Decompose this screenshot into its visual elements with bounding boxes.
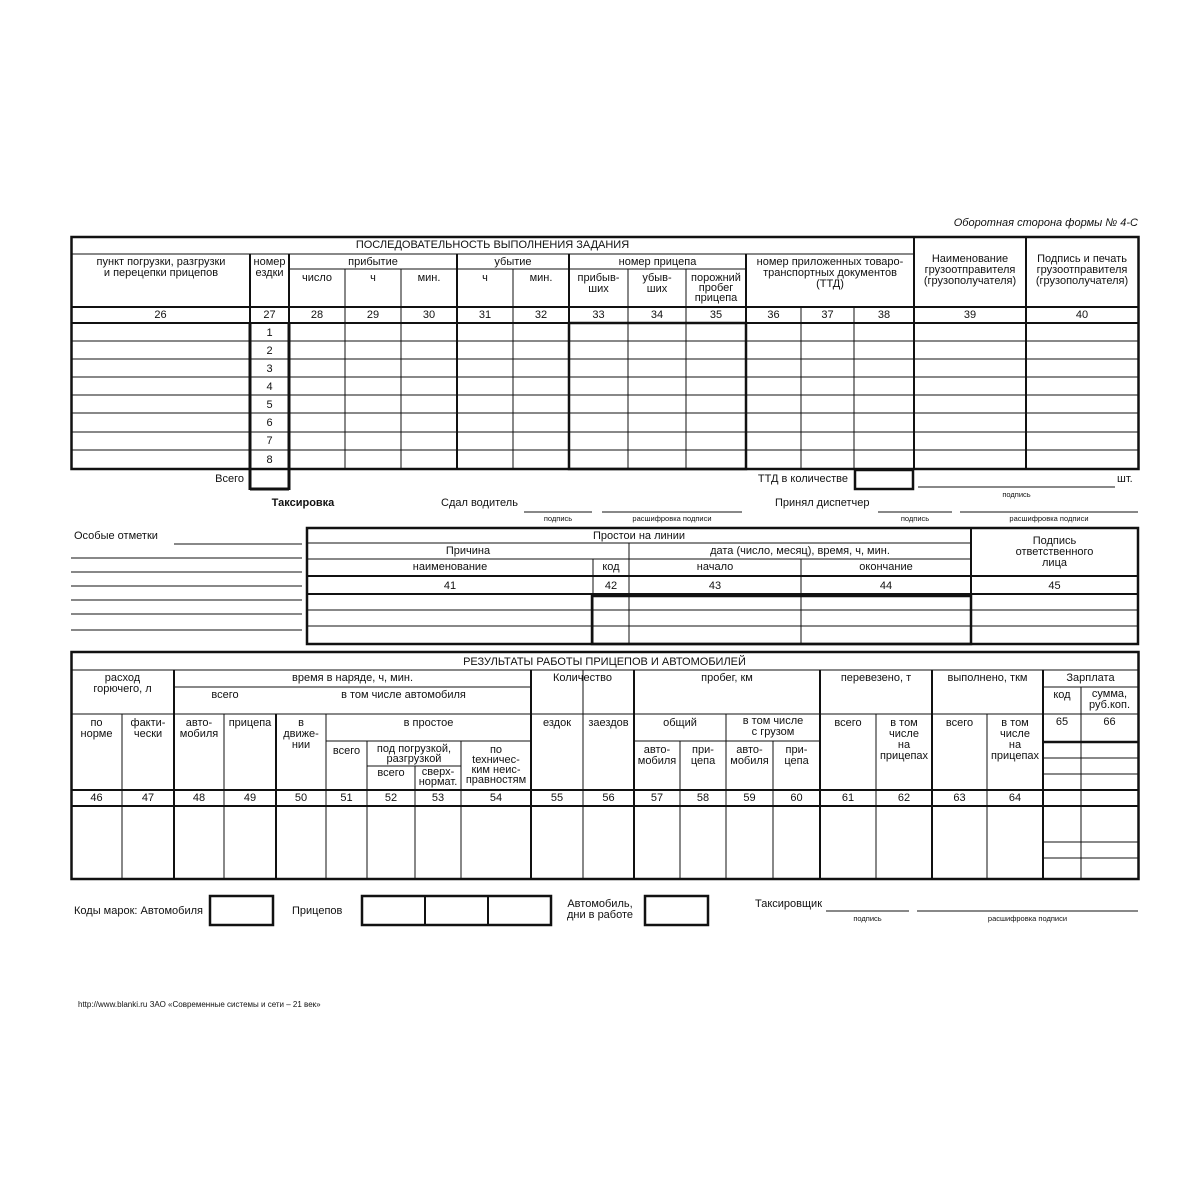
col-num: 43 [708, 580, 722, 592]
special-notes-label: Особые отметки [74, 530, 158, 542]
done-total-header: всего [945, 717, 974, 729]
trip-number: 6 [266, 417, 273, 429]
downtime-start: начало [696, 561, 734, 573]
driver-sign-caption: подпись [543, 514, 573, 523]
done-header: выполнено, ткм [947, 672, 1028, 684]
col-num: 55 [550, 792, 564, 804]
mileage-cargo-header: в том числе с грузом [742, 715, 804, 738]
dispatcher-sign-caption: подпись [900, 514, 930, 523]
salary-header: Зарплата [1066, 672, 1115, 684]
header-point: пункт погрузки, разгрузки и перецепки прицепов [96, 256, 226, 279]
mileage-header: пробег, км [701, 672, 753, 684]
col-num: 50 [294, 792, 308, 804]
trip-number: 5 [266, 399, 273, 411]
form-caption: Оборотная сторона формы № 4-С [953, 217, 1138, 229]
col-num: 31 [478, 309, 492, 321]
header-empty-run: порожний пробег прицепа [691, 272, 741, 304]
col-num: 38 [877, 309, 891, 321]
col-num: 62 [897, 792, 911, 804]
col-num: 59 [743, 792, 756, 804]
fuel-norm-header: по норме [80, 717, 113, 740]
col-num: 57 [650, 792, 664, 804]
brand-codes-label: Коды марок: Автомобиля [74, 905, 203, 917]
carried-total-header: всего [834, 717, 862, 729]
dispatcher-label: Принял диспетчер [775, 497, 870, 509]
col-num: 27 [263, 309, 276, 321]
col-num: 46 [90, 792, 103, 804]
time-trailer-header: прицепа [228, 717, 272, 729]
col-num: 42 [604, 580, 618, 592]
header-arrival: прибытие [348, 256, 398, 268]
car-days-label: Автомобиль, дни в работе [566, 898, 634, 921]
downtime-name: наименование [412, 561, 488, 573]
trip-number: 3 [266, 363, 273, 375]
col-num: 26 [154, 309, 167, 321]
footer-publisher: http://www.blanki.ru ЗАО «Современные системы и сети – 21 век» [78, 1000, 321, 1009]
col-num: 44 [879, 580, 893, 592]
quantity-header: Количество [552, 672, 613, 684]
header-trip: номер ездки [253, 256, 286, 279]
loading-total-header: всего [377, 767, 405, 779]
col-num: 33 [592, 309, 605, 321]
header-departure: убытие [494, 256, 532, 268]
col-num: 60 [790, 792, 803, 804]
header-departed: убыв- ших [642, 272, 672, 295]
done-trailers-header: в том числе на прицепах [990, 717, 1040, 762]
header-hour: ч [370, 272, 376, 284]
header-min: мин. [417, 272, 441, 284]
ttd-sign-caption: подпись [1002, 490, 1031, 499]
col-num: 49 [243, 792, 257, 804]
header-hour-2: ч [482, 272, 488, 284]
driver-sign-decode-caption: расшифровка подписи [632, 514, 712, 523]
col-num: 54 [489, 792, 503, 804]
col-num: 65 [1055, 716, 1069, 728]
downtime-reason: Причина [445, 545, 491, 557]
col-num: 52 [384, 792, 398, 804]
taxation-label: Таксировка [271, 497, 335, 509]
downtime-end: окончание [859, 561, 913, 573]
driver-handed-label: Сдал водитель [441, 497, 518, 509]
over-norm-header: сверх- нормат. [418, 766, 458, 788]
col-num: 30 [422, 309, 436, 321]
col-num: 53 [431, 792, 445, 804]
tech-idle-header: по tехничес- ким неис- правностям [465, 744, 527, 786]
fuel-header: расход горючего, л [93, 672, 152, 695]
header-day: число [301, 272, 333, 284]
results-title: РЕЗУЛЬТАТЫ РАБОТЫ ПРИЦЕПОВ И АВТОМОБИЛЕЙ [463, 656, 746, 668]
downtime-code: код [602, 561, 620, 573]
col-num: 40 [1075, 309, 1089, 321]
col-num: 37 [821, 309, 834, 321]
col-num: 36 [767, 309, 780, 321]
col-num: 29 [366, 309, 380, 321]
total-label: Всего [215, 473, 244, 485]
col-num: 32 [534, 309, 548, 321]
col-num: 28 [310, 309, 324, 321]
cargo-trailer-header: при- цепа [784, 744, 809, 767]
trip-number: 4 [266, 381, 273, 393]
cargo-auto-header: авто- мобиля [730, 744, 769, 767]
taxer-label: Таксировщик [755, 898, 823, 910]
col-num: 63 [953, 792, 966, 804]
trips-header: ездок [542, 717, 572, 729]
trailers-label: Прицепов [292, 905, 343, 917]
col-num: 34 [650, 309, 664, 321]
col-num: 41 [443, 580, 457, 592]
fuel-actual-header: факти- чески [130, 717, 166, 740]
pcs-label: шт. [1117, 473, 1133, 485]
time-total-header: всего [211, 689, 239, 701]
downtime-title: Простои на линии [592, 530, 686, 542]
header-sign: Подпись и печать грузоотправителя (грузополучателя) [1035, 253, 1129, 287]
trip-number: 2 [266, 345, 273, 357]
time-auto-header: авто- мобиля [179, 717, 219, 740]
taxer-sign-decode-caption: расшифровка подписи [987, 914, 1068, 923]
task-title: ПОСЛЕДОВАТЕЛЬНОСТЬ ВЫПОЛНЕНИЯ ЗАДАНИЯ [355, 239, 630, 251]
col-num: 58 [696, 792, 710, 804]
mileage-auto-header: авто- мобиля [637, 744, 677, 767]
idle-total-header: всего [332, 745, 361, 757]
col-num: 45 [1048, 580, 1061, 592]
trip-number: 7 [266, 435, 273, 447]
dispatcher-sign-decode-caption: расшифровка подписи [1009, 514, 1089, 523]
entries-header: заездов [588, 717, 629, 729]
col-num: 51 [340, 792, 353, 804]
trip-number: 1 [266, 327, 273, 339]
time-header: время в наряде, ч, мин. [291, 672, 414, 684]
header-docs: номер приложенных товаро- транспортных документов (ТТД) [756, 256, 904, 290]
ttd-count-label: ТТД в количестве [757, 473, 848, 485]
header-shipper: Наименование грузоотправителя (грузополучателя) [923, 253, 1017, 287]
salary-sum-header: сумма, руб.коп. [1088, 688, 1131, 711]
mileage-trailer-header: при- цепа [690, 744, 716, 767]
col-num: 48 [192, 792, 206, 804]
carried-header: перевезено, т [840, 672, 912, 684]
mileage-common-header: общий [663, 717, 697, 729]
col-num: 56 [602, 792, 615, 804]
col-num: 35 [709, 309, 723, 321]
downtime-resp-sign: Подпись ответственного лица [1015, 535, 1094, 569]
col-num: 61 [841, 792, 855, 804]
header-arrived: прибыв- ших [577, 272, 620, 295]
carried-trailers-header: в том числе на прицепах [879, 717, 929, 762]
time-moving-header: в движе- нии [283, 717, 319, 751]
col-num: 64 [1008, 792, 1022, 804]
time-incl-auto-header: в том числе автомобиля [341, 689, 466, 701]
col-num: 47 [141, 792, 155, 804]
downtime-date: дата (число, месяц), время, ч, мин. [710, 545, 890, 557]
taxer-sign-caption: подпись [853, 914, 882, 923]
col-num: 39 [963, 309, 977, 321]
header-trailer: номер прицепа [618, 256, 697, 268]
idle-loading-header: под погрузкой, разгрузкой [376, 743, 452, 765]
header-min-2: мин. [529, 272, 553, 284]
trip-number: 8 [266, 454, 273, 466]
col-num: 66 [1103, 716, 1116, 728]
salary-code-header: код [1053, 689, 1071, 701]
time-idle-header: в простое [403, 717, 454, 729]
